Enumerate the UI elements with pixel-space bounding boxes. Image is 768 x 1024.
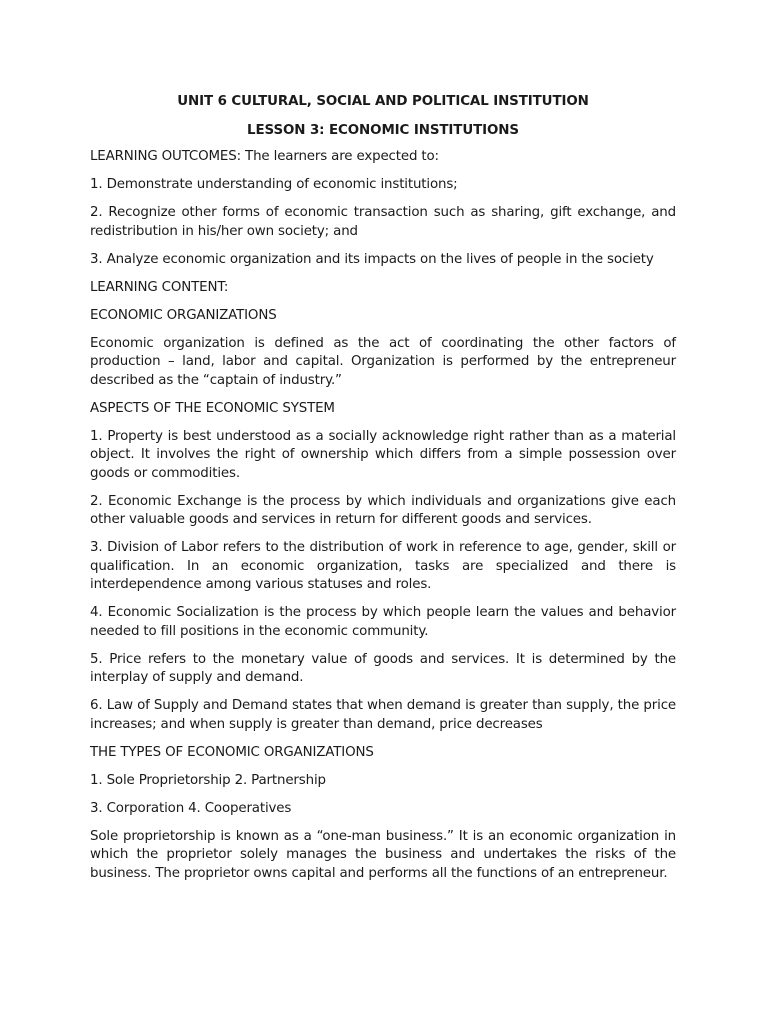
economic-organization-definition: Economic organization is defined as the act of coordinating the other factors of production – land, labor and capital. Organization is performed by the entrepreneur described as the “captain of industry.”	[90, 335, 676, 388]
document-page	[90, 93, 676, 893]
unit-title: UNIT 6 CULTURAL, SOCIAL AND POLITICAL INSTITUTION	[177, 94, 589, 109]
aspects-heading: ASPECTS OF THE ECONOMIC SYSTEM	[90, 400, 335, 416]
aspect-item-property: 1. Property is best understood as a socially acknowledge right rather than as a material object. It involves the right of ownership which differs from a simple possession over goods or commodities.	[90, 428, 676, 481]
outcome-item-1: 1. Demonstrate understanding of economic institutions;	[90, 177, 458, 192]
aspect-item-socialization: 4. Economic Socialization is the process by which people learn the values and behavior needed to fill positions in the economic community.	[90, 605, 676, 639]
aspect-item-division-of-labor: 3. Division of Labor refers to the distribution of work in reference to age, gender, skill or qualification. In an economic organization, tasks are specialized and there is interdependence among various statuses and roles.	[90, 540, 676, 592]
aspect-item-exchange: 2. Economic Exchange is the process by which individuals and organizations give each other valuable goods and services in return for different goods and services.	[90, 493, 676, 527]
learning-content-heading: LEARNING CONTENT:	[90, 279, 229, 295]
outcome-item-3: 3. Analyze economic organization and its impacts on the lives of people in the society	[90, 251, 654, 267]
outcome-item-2: 2. Recognize other forms of economic transaction such as sharing, gift exchange, and redistribution in his/her own society; and	[90, 205, 676, 239]
types-list-line-2: 3. Corporation 4. Cooperatives	[90, 800, 292, 816]
sole-proprietorship-paragraph: Sole proprietorship is known as a “one-man business.” It is an economic organization in which the proprietor solely manages the business and undertakes the risks of the business. The proprietor owns capital and performs all the functions of an entrepreneur.	[90, 828, 676, 881]
aspect-item-price: 5. Price refers to the monetary value of goods and services. It is determined by the interplay of supply and demand.	[90, 651, 676, 685]
economic-organizations-heading: ECONOMIC ORGANIZATIONS	[90, 307, 277, 323]
aspect-item-supply-demand: 6. Law of Supply and Demand states that when demand is greater than supply, the price increases; and when supply is greater than demand, price decreases	[90, 698, 676, 732]
types-heading: THE TYPES OF ECONOMIC ORGANIZATIONS	[90, 744, 374, 760]
types-list-line-1: 1. Sole Proprietorship 2. Partnership	[90, 772, 326, 788]
learning-outcomes-heading: LEARNING OUTCOMES: The learners are expected to:	[90, 149, 439, 164]
lesson-title: LESSON 3: ECONOMIC INSTITUTIONS	[247, 122, 519, 138]
